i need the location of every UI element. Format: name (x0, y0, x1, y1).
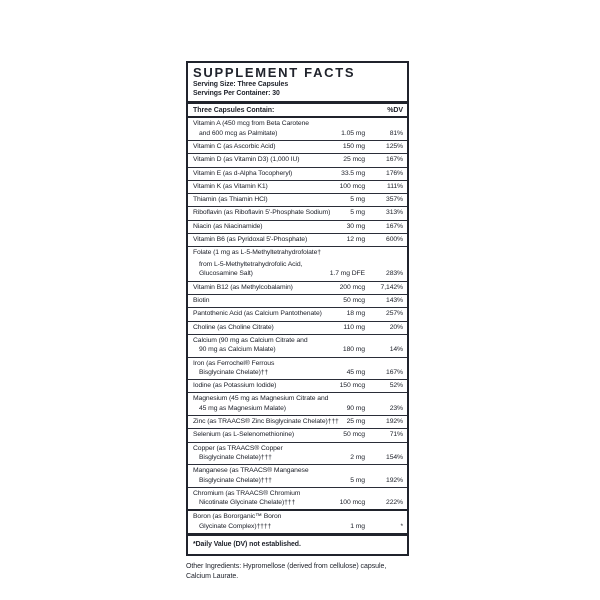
nutrient-dv: 20% (389, 323, 403, 331)
nutrient-amount: 33.5 mg (341, 169, 365, 177)
servings-per-container-text: Servings Per Container: 30 (193, 90, 280, 98)
nutrient-amount: 90 mg (346, 404, 365, 412)
nutrient-name: Vitamin E (as d-Alpha Tocopheryl) (193, 169, 293, 177)
nutrient-dv: 257% (386, 310, 403, 318)
nutrient-row (188, 247, 407, 281)
nutrient-dv: 14% (389, 346, 403, 354)
nutrient-row (188, 221, 407, 234)
nutrient-row (188, 308, 407, 321)
nutrient-dv: 176% (386, 169, 403, 177)
nutrient-amount: 1.7 mg DFE (329, 270, 365, 278)
nutrient-amount: 100 mcg (339, 499, 365, 507)
nutrient-dv: 125% (386, 143, 403, 150)
nutrient-name: Vitamin C (as Ascorbic Acid) (193, 143, 276, 150)
nutrient-name: Manganese (as TRAACS® Manganese Bisglycinate Chelate)††† (193, 467, 309, 484)
nutrient-amount: 200 mcg (339, 283, 365, 291)
nutrient-amount: 150 mg (342, 143, 365, 150)
nutrient-amount: 5 mg (350, 209, 365, 217)
nutrient-amount: 1.05 mg (341, 129, 365, 137)
nutrient-name: Riboflavin (as Riboflavin 5'-Phosphate Sodium) (193, 209, 331, 217)
nutrient-amount: 150 mcg (339, 382, 365, 390)
nutrient-name: Vitamin K (as Vitamin K1) (193, 182, 268, 190)
nutrient-row (188, 181, 407, 194)
nutrient-row (188, 234, 407, 247)
nutrient-row (188, 429, 407, 442)
nutrient-name: Vitamin B12 (as Methylcobalamin) (193, 283, 293, 291)
nutrient-amount: 1 mg (350, 522, 365, 530)
nutrient-row (188, 488, 407, 512)
nutrient-dv: 143% (386, 297, 403, 305)
nutrient-amount: 50 mcg (343, 431, 365, 439)
nutrient-dv: 167% (386, 368, 403, 376)
nutrient-row (188, 322, 407, 335)
nutrient-dv: 23% (389, 404, 403, 412)
nutrient-amount: 110 mg (343, 323, 365, 331)
nutrient-row (188, 335, 407, 358)
nutrient-name: Copper (as TRAACS® Copper Bisglycinate Chelate)††† (193, 444, 283, 461)
nutrient-name: Vitamin B6 (as Pyridoxal 5'-Phosphate) (193, 236, 308, 244)
nutrient-dv: 71% (389, 431, 403, 439)
nutrient-amount: 30 mg (346, 222, 365, 230)
nutrient-amount: 45 mg (346, 368, 365, 376)
nutrient-name: Selenium (as L-Selenomethionine) (193, 431, 295, 439)
nutrient-rows (188, 118, 407, 536)
nutrient-dv: * (400, 522, 403, 530)
table-header-dv: %DV (387, 106, 403, 114)
nutrient-dv: 313% (386, 209, 403, 217)
nutrient-amount: 18 mg (346, 310, 365, 318)
nutrient-name: Boron (as Bororganic™ Boron Glycinate Complex)†††† (193, 513, 282, 530)
nutrient-dv: 111% (387, 182, 403, 190)
panel-title: SUPPLEMENT FACTS (193, 65, 356, 80)
nutrient-dv: 52% (389, 382, 403, 390)
nutrient-dv: 600% (386, 236, 403, 244)
table-header-left: Three Capsules Contain: (193, 106, 275, 114)
nutrient-dv: 283% (386, 270, 403, 278)
nutrient-name: Iodine (as Potassium Iodide) (193, 382, 277, 390)
nutrient-row (188, 416, 407, 429)
nutrient-row (188, 141, 407, 154)
nutrient-name: Calcium (90 mg as Calcium Citrate and 90 mg as Calcium Malate) (193, 336, 308, 354)
supplement-facts-panel (186, 61, 409, 556)
nutrient-amount: 50 mcg (343, 297, 365, 305)
nutrient-amount: 180 mg (342, 346, 365, 354)
nutrient-amount: 5 mg (350, 196, 365, 204)
nutrient-name: Vitamin A (450 mcg from Beta Carotene and 600 mcg as Palmitate) (193, 120, 309, 137)
nutrient-row (188, 154, 407, 167)
nutrient-name: Choline (as Choline Citrate) (193, 323, 274, 331)
nutrient-name: Niacin (as Niacinamide) (193, 222, 263, 230)
nutrient-dv: 192% (386, 418, 403, 426)
nutrient-amount: 25 mg (346, 418, 365, 426)
nutrient-row (188, 393, 407, 416)
serving-size-text: Serving Size: Three Capsules (193, 81, 289, 88)
nutrient-name: Zinc (as TRAACS® Zinc Bisglycinate Chelate)††† (193, 418, 339, 426)
panel-header-block (188, 63, 407, 101)
nutrient-name: Folate (1 mg as L-5-Methyltetrahydrofolate† from L-5-Methyltetrahydrofolic Acid, Glucosamine Salt) (193, 249, 321, 278)
supplement-label (186, 61, 409, 581)
nutrient-name: Pantothenic Acid (as Calcium Pantothenate) (193, 310, 322, 318)
nutrient-row (188, 465, 407, 488)
nutrient-amount: 5 mg (350, 476, 365, 484)
nutrient-row (188, 194, 407, 207)
nutrient-row (188, 168, 407, 181)
nutrient-dv: 222% (386, 499, 403, 507)
nutrient-name: Biotin (193, 297, 210, 305)
nutrient-dv: 192% (386, 476, 403, 484)
nutrient-dv: 167% (386, 222, 403, 230)
nutrient-amount: 2 mg (350, 453, 365, 461)
nutrient-row (188, 511, 407, 536)
table-header-row (188, 104, 407, 118)
nutrient-amount: 100 mcg (339, 182, 365, 190)
nutrient-name: Vitamin D (as Vitamin D3) (1,000 IU) (193, 156, 300, 164)
nutrient-row (188, 380, 407, 393)
nutrient-dv: 167% (386, 156, 403, 164)
nutrient-row (188, 282, 407, 295)
nutrient-row (188, 207, 407, 220)
nutrient-name: Thiamin (as Thiamin HCl) (193, 196, 268, 204)
nutrient-dv: 7,142% (380, 283, 403, 291)
dv-footnote: *Daily Value (DV) not established. (193, 541, 301, 548)
nutrient-row (188, 295, 407, 308)
nutrient-amount: 12 mg (346, 236, 365, 244)
nutrient-dv: 357% (386, 196, 403, 204)
nutrient-amount: 25 mcg (343, 156, 365, 164)
other-ingredients-text: Other Ingredients: Hypromellose (derived from cellulose) capsule, Calcium Laurate. (186, 563, 387, 580)
nutrient-row (188, 358, 407, 381)
nutrient-name: Iron (as Ferrochel® Ferrous Bisglycinate Chelate)†† (193, 359, 275, 376)
nutrient-name: Chromium (as TRAACS® Chromium Nicotinate Glycinate Chelate)††† (193, 489, 301, 507)
nutrient-name: Magnesium (45 mg as Magnesium Citrate and 45 mg as Magnesium Malate) (193, 395, 329, 412)
nutrient-dv: 154% (386, 453, 403, 461)
nutrient-row (188, 118, 407, 141)
nutrient-row (188, 443, 407, 466)
nutrient-dv: 81% (389, 129, 403, 137)
